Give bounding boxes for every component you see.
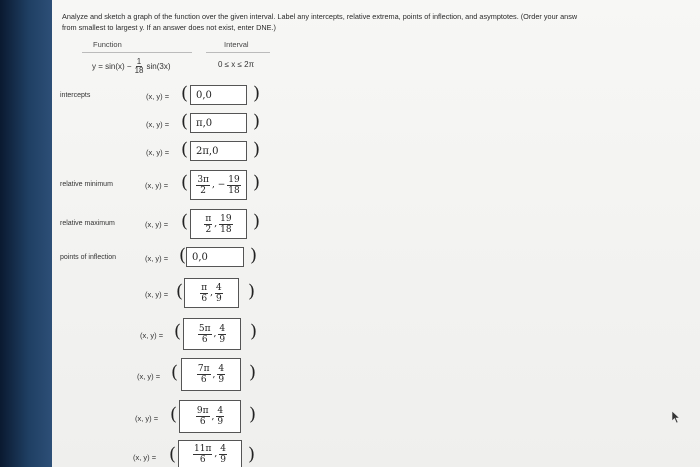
interval-expression: 0 ≤ x ≤ 2π	[218, 60, 255, 69]
separator: ,	[210, 288, 214, 298]
mouse-cursor-icon	[671, 410, 681, 424]
inflection-5-input[interactable]	[179, 400, 241, 433]
xy-label: (x, y) =	[145, 254, 169, 263]
coefficient-numerator: 1	[136, 57, 142, 66]
xy-label: (x, y) =	[140, 331, 164, 340]
x-fraction: 5π 6	[198, 323, 211, 345]
y-fraction: $\frac{19}{18}$	[228, 174, 240, 196]
separator: ,	[214, 449, 218, 459]
inflection-2-input[interactable]	[184, 278, 239, 308]
y-fraction: 4 9	[218, 364, 225, 385]
y-fraction: 4 9	[217, 406, 224, 427]
interval-header: Interval	[224, 40, 249, 49]
xy-label: (x, y) =	[137, 372, 161, 381]
open-paren: (	[176, 281, 184, 302]
relative-maximum-label: relative maximum	[60, 220, 115, 227]
interval-header-underline	[206, 52, 270, 53]
inflection-4-input[interactable]	[181, 358, 241, 391]
inflection-6-input[interactable]	[178, 440, 242, 467]
intercepts-label: intercepts	[60, 92, 91, 99]
x-fraction: π 2	[205, 213, 212, 235]
xy-label: (x, y) =	[145, 181, 169, 190]
instructions	[62, 11, 700, 33]
x-fraction: 3π 2	[197, 174, 209, 196]
separator: ,	[213, 329, 217, 339]
open-paren: (	[181, 139, 189, 160]
open-paren: (	[174, 321, 182, 342]
separator: , −	[211, 180, 226, 190]
close-paren: )	[253, 83, 261, 104]
y-fraction: 4 9	[219, 323, 226, 345]
xy-label: (x, y) =	[145, 290, 169, 299]
open-paren: (	[181, 83, 189, 104]
close-paren: )	[249, 404, 257, 425]
xy-label: (x, y) =	[135, 414, 159, 423]
function-header-underline	[82, 52, 192, 53]
close-paren: )	[253, 172, 261, 193]
close-paren: )	[253, 139, 261, 160]
intercept-3-input[interactable]: 2π,0	[190, 141, 247, 161]
open-paren: (	[169, 444, 177, 465]
relative-minimum-label: relative minimum	[60, 181, 113, 188]
relative-maximum-input[interactable]	[190, 209, 247, 239]
separator: ,	[214, 219, 218, 229]
close-paren: )	[253, 211, 261, 232]
function-expression	[92, 58, 171, 75]
background-strip	[0, 0, 52, 467]
open-paren: (	[181, 211, 189, 232]
open-paren: (	[181, 111, 189, 132]
open-paren: (	[181, 172, 189, 193]
y-fraction: 4 9	[220, 443, 226, 465]
coefficient-fraction	[135, 58, 144, 75]
points-of-inflection-label: points of inflection	[60, 254, 117, 261]
close-paren: )	[248, 281, 256, 302]
close-paren: )	[250, 321, 258, 342]
open-paren: (	[179, 245, 187, 266]
xy-label: (x, y) =	[146, 120, 170, 129]
x-fraction: π 6	[201, 282, 208, 304]
close-paren: )	[248, 444, 256, 465]
close-paren: )	[249, 362, 257, 383]
y-fraction: 4 9	[216, 282, 222, 304]
instructions-line-1: Analyze and sketch a graph of the function over the given interval. Label any intercepts, relative extrema, points of inflection, and asymptotes. (Order your answ	[62, 12, 578, 21]
y-fraction: 19 18	[220, 213, 232, 235]
intercept-1-input[interactable]: 0,0	[190, 85, 247, 105]
separator: ,	[211, 411, 215, 422]
x-fraction: 9π 6	[196, 406, 209, 427]
xy-label: (x, y) =	[146, 148, 170, 157]
function-header: Function	[93, 40, 122, 49]
close-paren: )	[250, 245, 258, 266]
instructions-line-2: from smallest to largest y. If an answer does not exist, enter DNE.)	[62, 23, 276, 32]
coefficient-denominator: 18	[134, 66, 144, 75]
xy-label: (x, y) =	[133, 453, 157, 462]
x-fraction: 7π 6	[197, 364, 210, 385]
close-paren: )	[253, 111, 261, 132]
intercept-2-input[interactable]: π,0	[190, 113, 247, 133]
inflection-1-input[interactable]: 0,0	[186, 247, 244, 267]
x-fraction: 11π 6	[194, 443, 212, 465]
open-paren: (	[171, 362, 179, 383]
relative-minimum-input[interactable]	[190, 170, 247, 200]
function-lhs: y = sin(x) −	[92, 62, 132, 71]
separator: ,	[212, 369, 216, 380]
function-rhs: sin(3x)	[146, 62, 171, 71]
inflection-3-input[interactable]	[183, 318, 241, 350]
xy-label: (x, y) =	[145, 220, 169, 229]
open-paren: (	[170, 404, 178, 425]
xy-label: (x, y) =	[146, 92, 170, 101]
